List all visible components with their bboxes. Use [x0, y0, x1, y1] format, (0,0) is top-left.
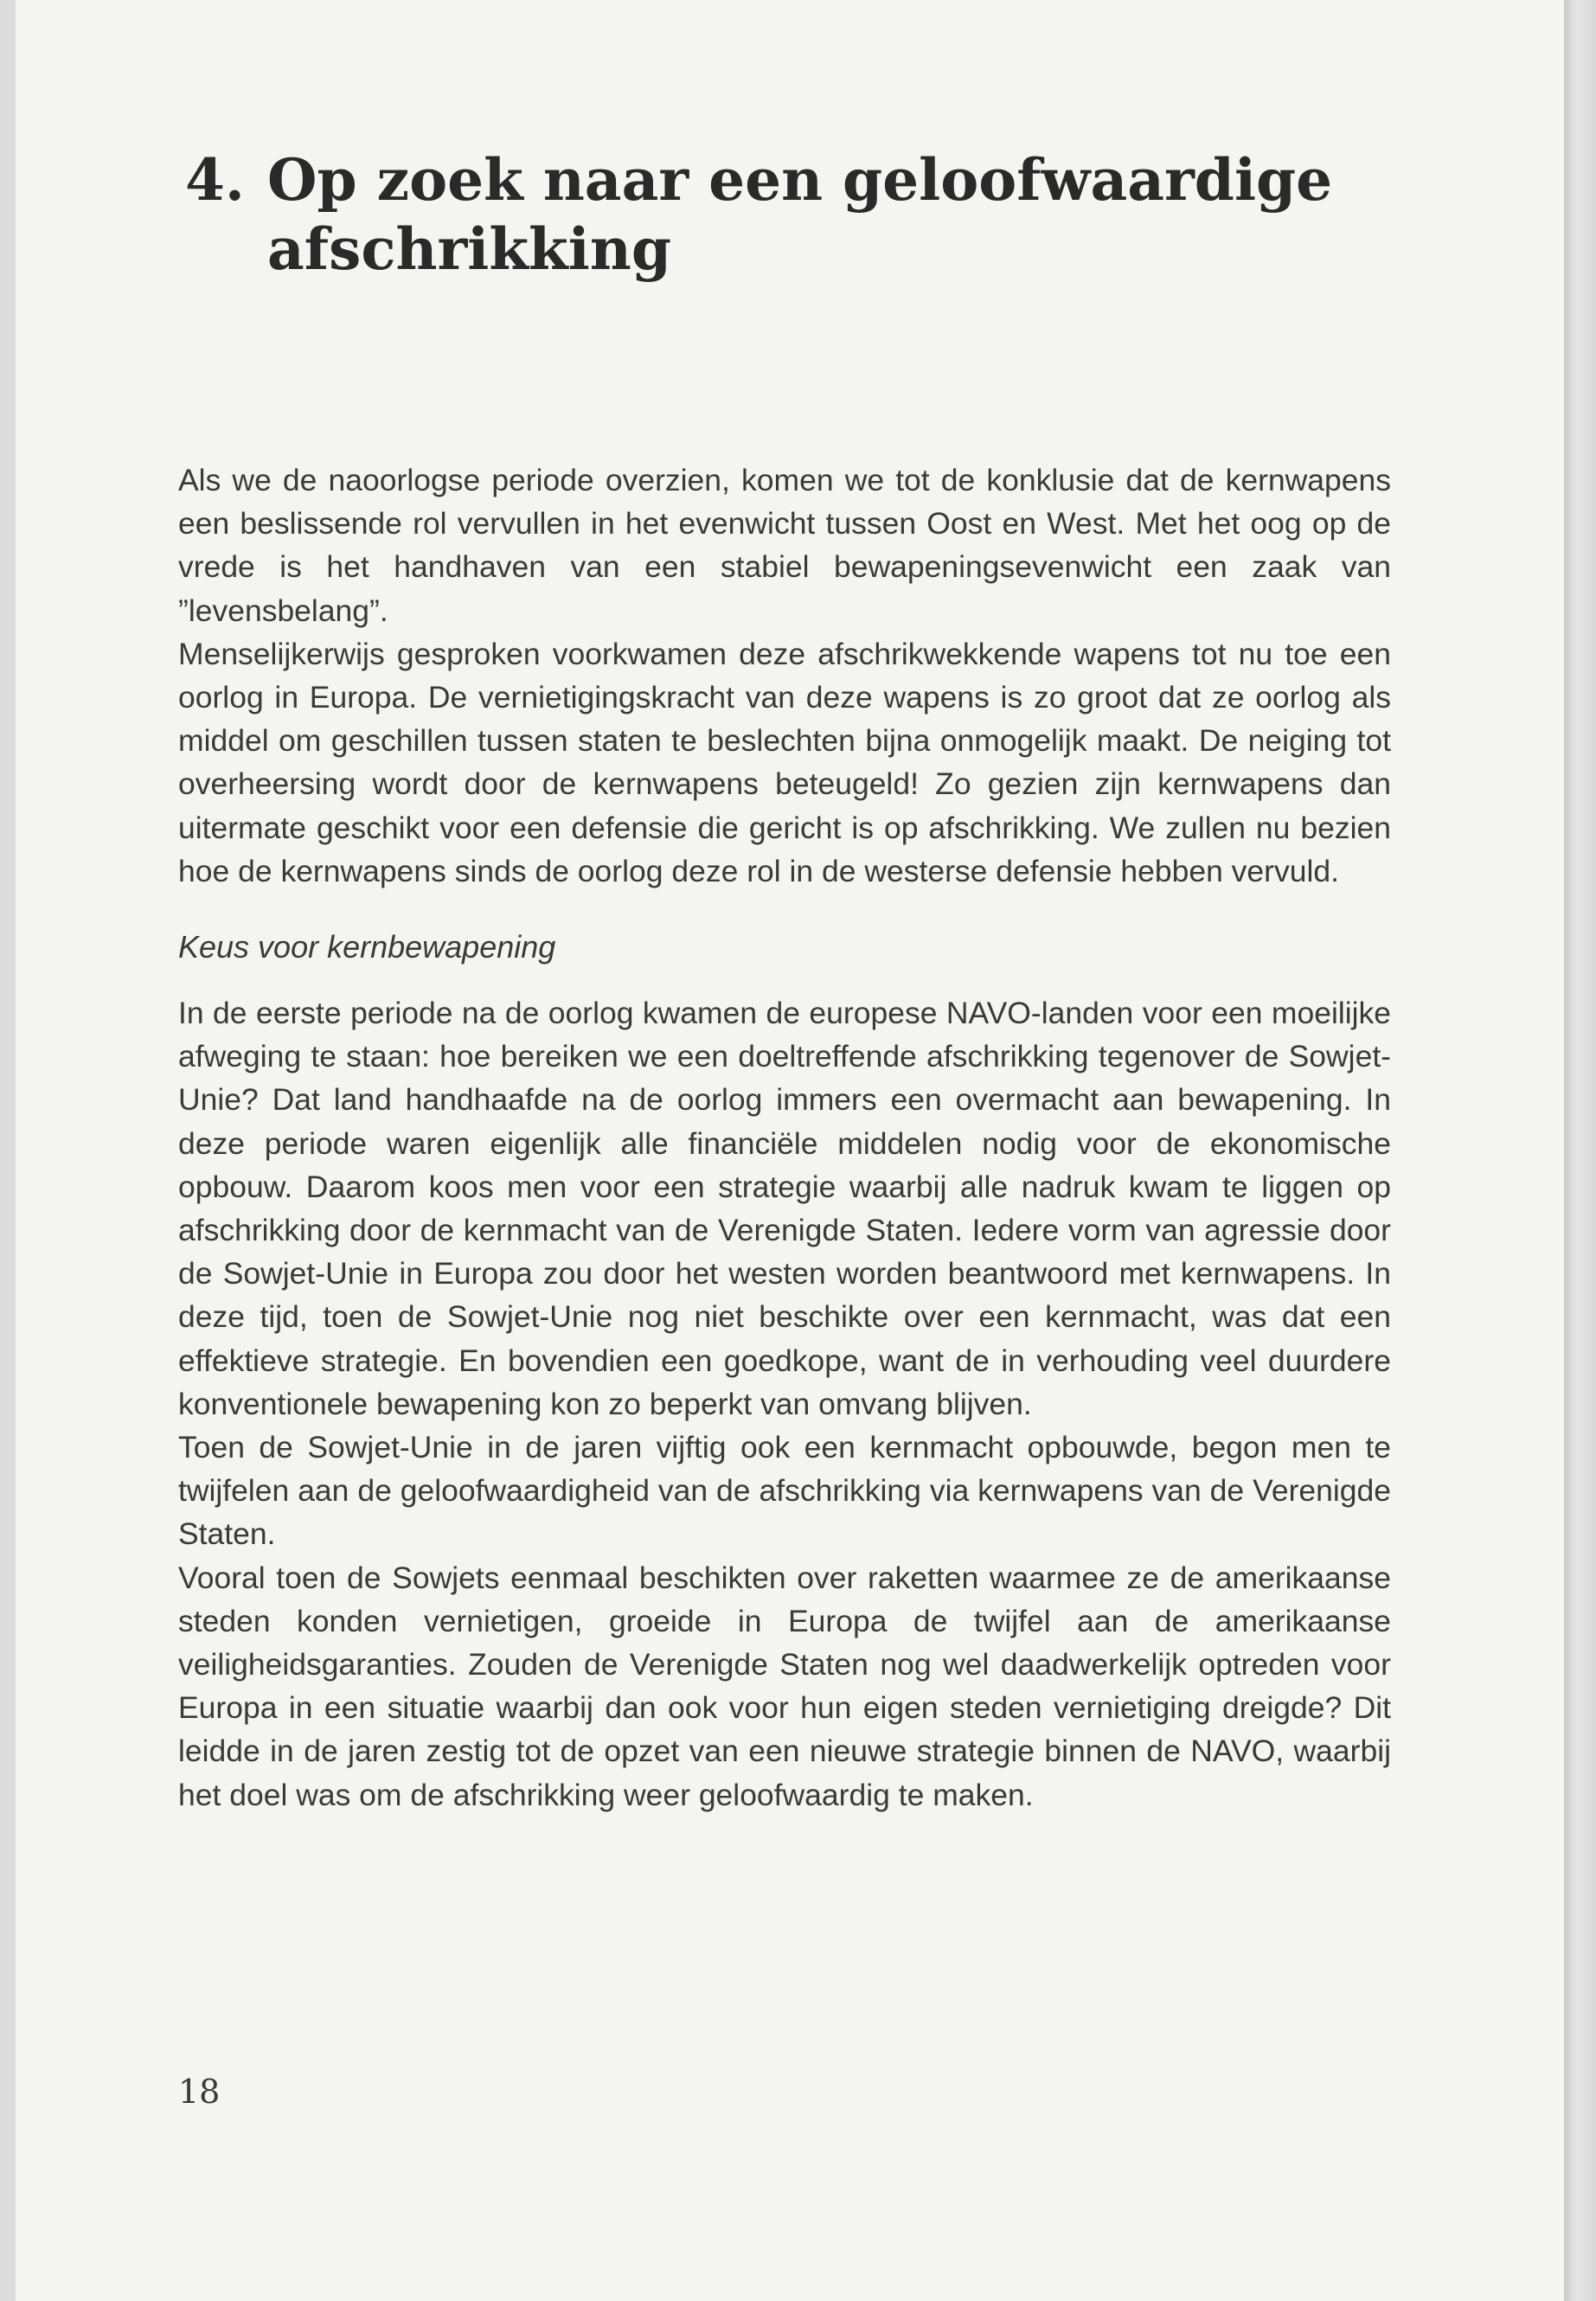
section-paragraph-3: Vooral toen de Sowjets eenmaal beschikten over raketten waarmee ze de amerikaanse steden konden vernietigen, groeide in Europa de twijfel aan de amerikaanse veiligheidsgaranties. Zouden de Verenigde Staten nog wel daadwerkelijk optreden voor Europa in een situatie waarbij dan ook voor hun eigen steden vernietiging dreigde? Dit leidde in de jaren zestig tot de opzet van een nieuwe strategie binnen de NAVO, waarbij het doel was om de afschrikking weer geloofwaardig te maken. — [178, 1560, 1391, 1812]
chapter-title-line1: Op zoek naar een geloofwaardige — [267, 146, 1333, 214]
section-paragraph-1: In de eerste periode na de oorlog kwamen de europese NAVO-landen voor een moeilijke afweging te staan: hoe bereiken we een doeltreffende afschrikking tegenover de Sowjet-Unie? Dat land handhaafde na de oorlog immers een overmacht aan bewapening. In deze periode waren eigenlijk alle financiële middelen nodig voor de ekonomische opbouw. Daarom koos men voor een strategie waarbij alle nadruk kwam te liggen op afschrikking door de kernmacht van de Verenigde Staten. Iedere vorm van agressie door de Sowjet-Unie in Europa zou door het westen worden beantwoord met kernwapens. In deze tijd, toen de Sowjet-Unie nog niet beschikte over een kernmacht, was dat een effektieve strategie. En bovendien een goedkope, want de in verhouding veel duurdere konventionele bewapening kon zo beperkt van omvang blijven. — [178, 996, 1391, 1421]
chapter-title-line2: afschrikking — [267, 215, 671, 283]
page-number: 18 — [178, 2073, 221, 2111]
page-edge — [1564, 0, 1596, 2301]
chapter-number: 4. — [185, 146, 245, 214]
section-heading: Keus voor kernbewapening — [178, 929, 556, 965]
body-text — [178, 458, 1391, 1817]
intro-paragraph-2: Menselijkerwijs gesproken voorkwamen deze afschrikwekkende wapens tot nu toe een oorlog in Europa. De vernietigingskracht van deze wapens is zo groot dat ze oorlog als middel om geschillen tussen staten te beslechten bijna onmogelijk maakt. De neiging tot overheersing wordt door de kernwapens beteugeld! Zo gezien zijn kernwapens dan uitermate geschikt voor een defensie die gericht is op afschrikking. We zullen nu bezien hoe de kernwapens sinds de oorlog deze rol in de westerse defensie hebben vervuld. — [178, 636, 1391, 888]
book-page — [16, 0, 1564, 2301]
intro-paragraph-1: Als we de naoorlogse periode overzien, komen we tot de konklusie dat de kernwapens een beslissende rol vervullen in het evenwicht tussen Oost en West. Met het oog op de vrede is het handhaven van een stabiel bewapeningsevenwicht een zaak van ”levensbelang”. — [178, 463, 1391, 628]
chapter-title — [185, 145, 1396, 284]
section-paragraph-2: Toen de Sowjet-Unie in de jaren vijftig ook een kernmacht opbouwde, begon men te twijfelen aan de geloofwaardigheid van de afschrikking via kernwapens van de Verenigde Staten. — [178, 1430, 1391, 1552]
